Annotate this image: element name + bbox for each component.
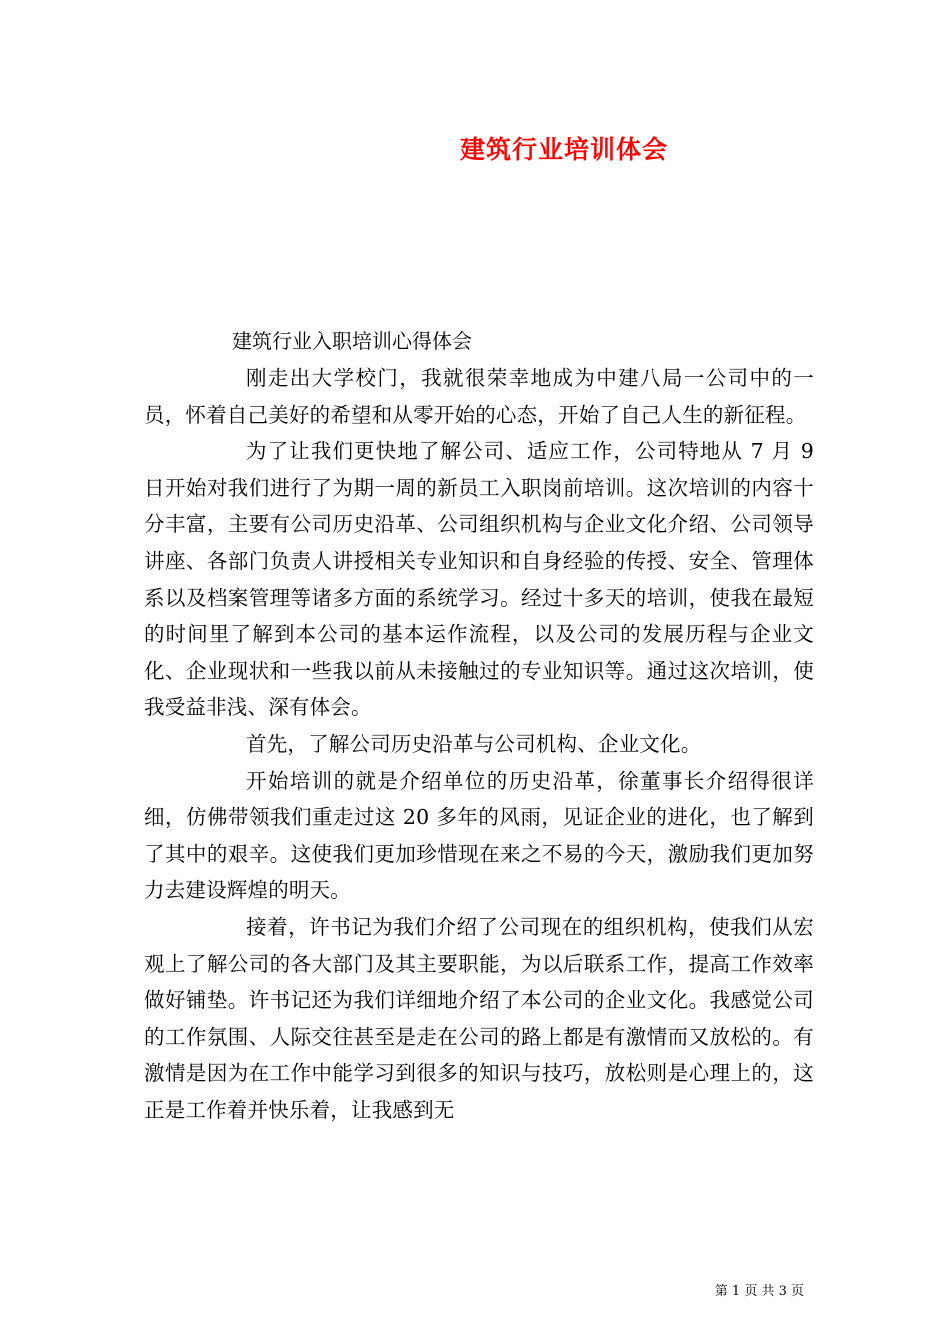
paragraph-5: 接着，许书记为我们介绍了公司现在的组织机构，使我们从宏观上了解公司的各大部门及其主要职能，为以后联系工作，提高工作效率做好铺垫。许书记还为我们详细地介绍了本公司的企业文化。我感觉公司的工作氛围、人际交往甚至是走在公司的路上都是有激情而又放松的。有激情是因为在工作中能学习到很多的知识与技巧，放松则是心理上的，这正是工作着并快乐着，让我感到无 bbox=[144, 914, 814, 1122]
paragraph-4: 开始培训的就是介绍单位的历史沿革，徐董事长介绍得很详细，仿佛带领我们重走过这 20 多年的风雨，见证企业的进化，也了解到了其中的艰辛。这使我们更加珍惜现在来之不易的今天，激励我们更加努力去建设辉煌的明天。 bbox=[144, 768, 814, 903]
paragraph-2: 为了让我们更快地了解公司、适应工作，公司特地从 7 月 9 日开始对我们进行了为期一周的新员工入职岗前培训。这次培训的内容十分丰富，主要有公司历史沿革、公司组织机构与企业文化介绍、公司领导讲座、各部门负责人讲授相关专业知识和自身经验的传授、安全、管理体系以及档案管理等诸多方面的系统学习。经过十多天的培训，使我在最短的时间里了解到本公司的基本运作流程，以及公司的发展历程与企业文化、企业现状和一些我以前从未接触过的专业知识等。通过这次培训，使我受益非浅、深有体会。 bbox=[144, 439, 814, 720]
page-title: 建筑行业培训体会 bbox=[459, 135, 668, 164]
page-footer: 第 1 页 共 3 页 bbox=[714, 1284, 804, 1299]
subtitle: 建筑行业入职培训心得体会 bbox=[232, 329, 472, 353]
paragraph-3: 首先，了解公司历史沿革与公司机构、企业文化。 bbox=[246, 731, 702, 756]
paragraph-1: 刚走出大学校门，我就很荣幸地成为中建八局一公司中的一员，怀着自己美好的希望和从零开始的心态，开始了自己人生的新征程。 bbox=[144, 366, 814, 427]
body-text bbox=[144, 360, 814, 1128]
